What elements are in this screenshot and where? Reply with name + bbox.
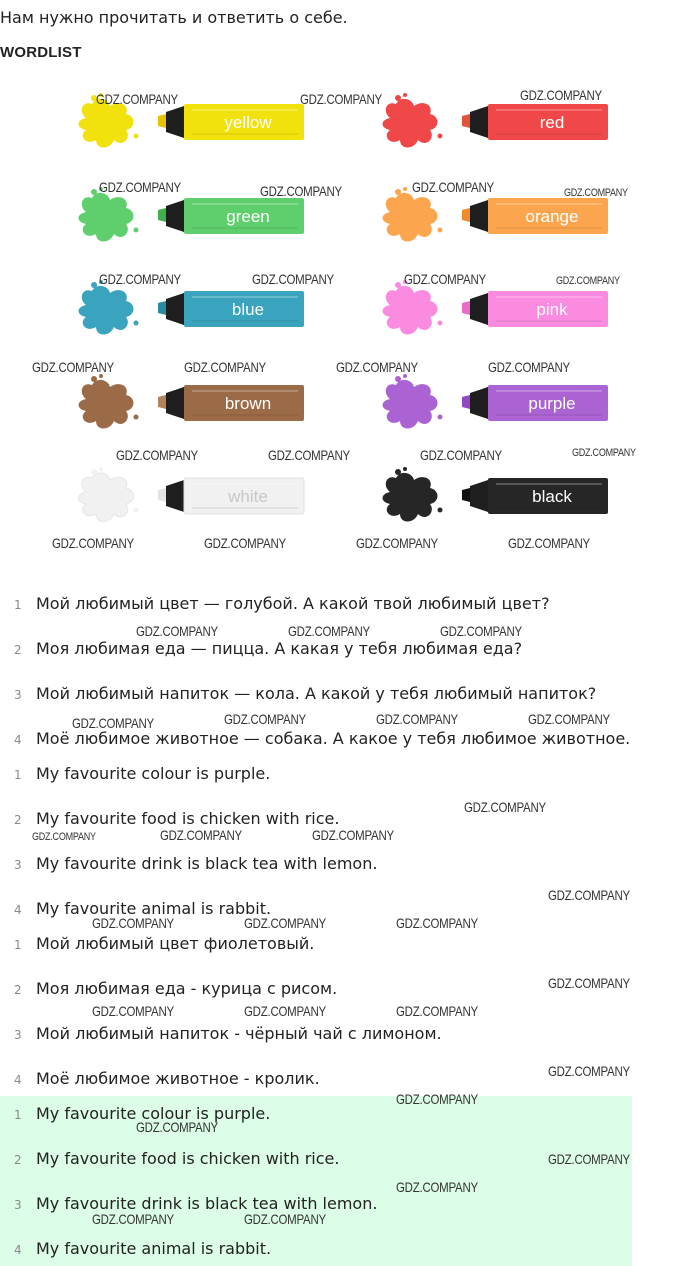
item-text: My favourite colour is purple. [36, 764, 271, 783]
watermark-text: GDZ.COMPANY [572, 447, 636, 459]
watermark-text: GDZ.COMPANY [396, 915, 478, 931]
list-item [0, 682, 640, 710]
paint-splash-icon [74, 373, 148, 435]
item-number: 4 [14, 1243, 22, 1257]
list-item [0, 592, 640, 620]
item-text: My favourite drink is black tea with lemon. [36, 854, 378, 873]
item-text: My favourite colour is purple. [36, 1104, 271, 1123]
watermark-text: GDZ.COMPANY [99, 179, 181, 195]
watermark-text: GDZ.COMPANY [32, 359, 114, 375]
watermark-text: GDZ.COMPANY [244, 915, 326, 931]
item-number: 2 [14, 643, 22, 657]
watermark-text: GDZ.COMPANY [508, 535, 590, 551]
item-text: My favourite food is chicken with rice. [36, 809, 340, 828]
watermark-text: GDZ.COMPANY [52, 535, 134, 551]
wordlist-heading: WORDLIST [0, 44, 82, 61]
watermark-text: GDZ.COMPANY [396, 1179, 478, 1195]
color-item-brown [74, 373, 324, 435]
paint-splash-icon [74, 186, 148, 248]
watermark-text: GDZ.COMPANY [548, 975, 630, 991]
color-item-purple [378, 373, 628, 435]
color-label: orange [525, 207, 579, 226]
watermark-text: GDZ.COMPANY [564, 187, 628, 199]
paint-splash-icon [378, 373, 452, 435]
color-label: yellow [224, 113, 272, 132]
paint-splash-icon [378, 466, 452, 528]
item-number: 4 [14, 733, 22, 747]
item-number: 2 [14, 1153, 22, 1167]
watermark-text: GDZ.COMPANY [92, 1211, 174, 1227]
item-text: My favourite animal is rabbit. [36, 1239, 272, 1258]
watermark-text: GDZ.COMPANY [288, 623, 370, 639]
intro-text: Нам нужно прочитать и ответить о себе. [0, 8, 348, 27]
watermark-text: GDZ.COMPANY [336, 359, 418, 375]
item-number: 3 [14, 688, 22, 702]
color-label: white [228, 487, 268, 506]
watermark-text: GDZ.COMPANY [244, 1211, 326, 1227]
item-text: Мой любимый цвет фиолетовый. [36, 934, 315, 953]
watermark-text: GDZ.COMPANY [204, 535, 286, 551]
color-label: green [226, 207, 270, 226]
item-number: 3 [14, 1198, 22, 1212]
list-item [0, 1237, 640, 1265]
watermark-text: GDZ.COMPANY [420, 447, 502, 463]
list-item [0, 762, 640, 790]
color-item-blue [74, 279, 324, 341]
list-item [0, 1067, 640, 1095]
watermark-text: GDZ.COMPANY [96, 91, 178, 107]
watermark-text: GDZ.COMPANY [136, 623, 218, 639]
paint-splash-icon [378, 92, 452, 154]
item-number: 3 [14, 1028, 22, 1042]
watermark-text: GDZ.COMPANY [548, 887, 630, 903]
watermark-text: GDZ.COMPANY [99, 271, 181, 287]
item-number: 4 [14, 903, 22, 917]
item-number: 1 [14, 598, 22, 612]
watermark-text: GDZ.COMPANY [464, 799, 546, 815]
paint-splash-icon [74, 279, 148, 341]
list-item [0, 727, 640, 755]
watermark-text: GDZ.COMPANY [32, 831, 96, 843]
watermark-text: GDZ.COMPANY [72, 715, 154, 731]
item-text: Моё любимое животное - кролик. [36, 1069, 320, 1088]
color-label: black [532, 487, 572, 506]
item-text: Моя любимая еда - курица с рисом. [36, 979, 338, 998]
watermark-text: GDZ.COMPANY [528, 711, 610, 727]
item-number: 1 [14, 768, 22, 782]
watermark-text: GDZ.COMPANY [440, 623, 522, 639]
watermark-text: GDZ.COMPANY [396, 1003, 478, 1019]
paint-splash-icon [378, 186, 452, 248]
watermark-text: GDZ.COMPANY [136, 1119, 218, 1135]
item-number: 1 [14, 938, 22, 952]
watermark-text: GDZ.COMPANY [312, 827, 394, 843]
color-label: brown [224, 394, 272, 413]
watermark-text: GDZ.COMPANY [252, 271, 334, 287]
item-number: 4 [14, 1073, 22, 1087]
item-text: My favourite drink is black tea with lemon. [36, 1194, 378, 1213]
color-label: blue [231, 300, 265, 319]
watermark-text: GDZ.COMPANY [224, 711, 306, 727]
paint-splash-icon [378, 279, 452, 341]
watermark-text: GDZ.COMPANY [160, 827, 242, 843]
watermark-text: GDZ.COMPANY [404, 271, 486, 287]
color-item-pink [378, 279, 628, 341]
watermark-text: GDZ.COMPANY [520, 87, 602, 103]
color-item-black [378, 466, 628, 528]
item-text: Мой любимый напиток - чёрный чай с лимоном. [36, 1024, 442, 1043]
watermark-text: GDZ.COMPANY [356, 535, 438, 551]
watermark-text: GDZ.COMPANY [376, 711, 458, 727]
color-label: purple [528, 394, 576, 413]
item-text: Моя любимая еда — пицца. А какая у тебя любимая еда? [36, 639, 523, 658]
watermark-text: GDZ.COMPANY [260, 183, 342, 199]
list-item [0, 977, 640, 1005]
item-number: 1 [14, 1108, 22, 1122]
item-number: 3 [14, 858, 22, 872]
item-text: Мой любимый напиток — кола. А какой у тебя любимый напиток? [36, 684, 597, 703]
color-label: red [539, 113, 565, 132]
color-label: pink [536, 300, 568, 319]
watermark-text: GDZ.COMPANY [184, 359, 266, 375]
item-text: Моё любимое животное — собака. А какое у тебя любимое животное. [36, 729, 631, 748]
list-item [0, 932, 640, 960]
watermark-text: GDZ.COMPANY [92, 1003, 174, 1019]
watermark-text: GDZ.COMPANY [116, 447, 198, 463]
watermark-text: GDZ.COMPANY [548, 1151, 630, 1167]
watermark-text: GDZ.COMPANY [268, 447, 350, 463]
item-text: Мой любимый цвет — голубой. А какой твой любимый цвет? [36, 594, 550, 613]
watermark-text: GDZ.COMPANY [300, 91, 382, 107]
watermark-text: GDZ.COMPANY [488, 359, 570, 375]
watermark-text: GDZ.COMPANY [412, 179, 494, 195]
item-number: 2 [14, 983, 22, 997]
watermark-text: GDZ.COMPANY [548, 1063, 630, 1079]
watermark-text: GDZ.COMPANY [556, 275, 620, 287]
color-item-white [74, 466, 324, 528]
item-text: My favourite food is chicken with rice. [36, 1149, 340, 1168]
item-number: 2 [14, 813, 22, 827]
list-item [0, 1102, 640, 1130]
watermark-text: GDZ.COMPANY [244, 1003, 326, 1019]
paint-splash-icon [74, 466, 148, 528]
list-item [0, 637, 640, 665]
watermark-text: GDZ.COMPANY [92, 915, 174, 931]
list-item [0, 1022, 640, 1050]
list-item [0, 852, 640, 880]
watermark-text: GDZ.COMPANY [396, 1091, 478, 1107]
item-text: My favourite animal is rabbit. [36, 899, 272, 918]
list-item [0, 1147, 640, 1175]
